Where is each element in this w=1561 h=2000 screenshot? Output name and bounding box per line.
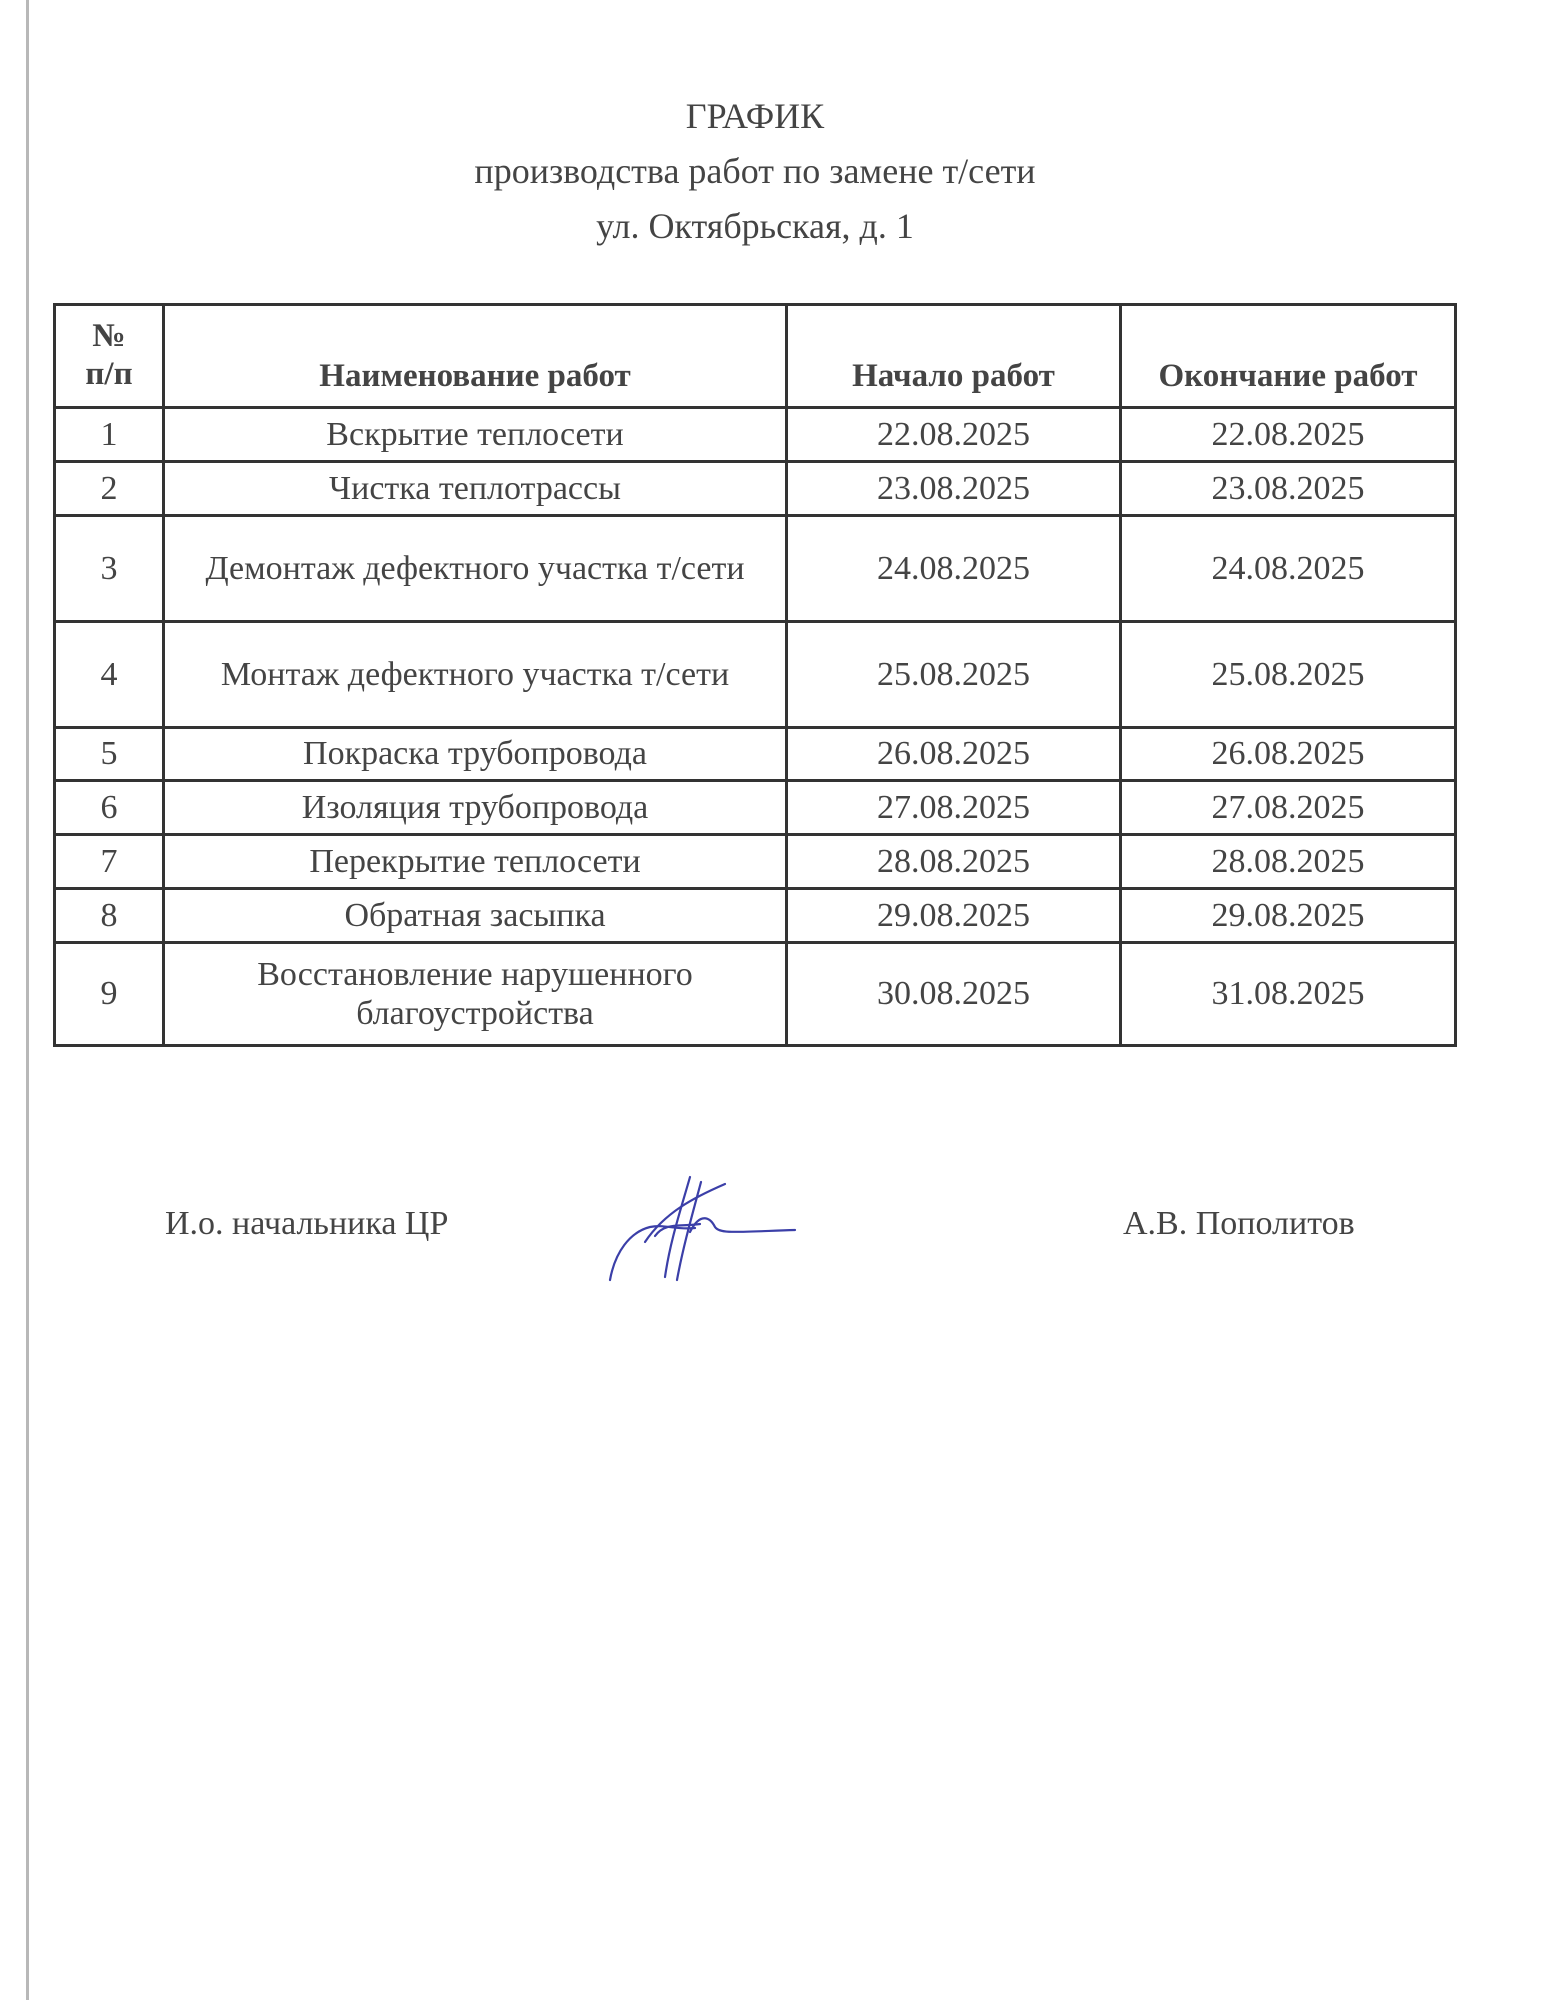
work-name: Обратная засыпка xyxy=(164,889,787,943)
work-name: Вскрытие теплосети xyxy=(164,408,787,462)
start-date: 23.08.2025 xyxy=(787,462,1121,516)
work-name: Изоляция трубопровода xyxy=(164,781,787,835)
work-name: Монтаж дефектного участка т/сети xyxy=(164,622,787,728)
column-header-number: № п/п xyxy=(55,305,164,408)
column-header-start: Начало работ xyxy=(787,305,1121,408)
column-header-name: Наименование работ xyxy=(164,305,787,408)
signer-position: И.о. начальника ЦР xyxy=(165,1205,449,1242)
table-row xyxy=(55,943,1456,1046)
work-name: Покраска трубопровода xyxy=(164,728,787,781)
table-row xyxy=(55,781,1456,835)
end-date: 22.08.2025 xyxy=(1121,408,1456,462)
document-subtitle: производства работ по замене т/сети xyxy=(474,151,1036,191)
row-number: 1 xyxy=(55,408,164,462)
end-date: 24.08.2025 xyxy=(1121,516,1456,622)
start-date: 28.08.2025 xyxy=(787,835,1121,889)
start-date: 29.08.2025 xyxy=(787,889,1121,943)
row-number: 6 xyxy=(55,781,164,835)
row-number: 5 xyxy=(55,728,164,781)
work-name: Чистка теплотрассы xyxy=(164,462,787,516)
table-row xyxy=(55,835,1456,889)
table-row xyxy=(55,728,1456,781)
table-header-row xyxy=(55,305,1456,408)
work-name: Восстановление нарушенного благоустройства xyxy=(164,943,787,1046)
start-date: 22.08.2025 xyxy=(787,408,1121,462)
end-date: 23.08.2025 xyxy=(1121,462,1456,516)
row-number: 2 xyxy=(55,462,164,516)
start-date: 24.08.2025 xyxy=(787,516,1121,622)
schedule-table xyxy=(53,303,1457,1047)
row-number: 8 xyxy=(55,889,164,943)
signature xyxy=(605,1172,805,1287)
row-number: 7 xyxy=(55,835,164,889)
start-date: 26.08.2025 xyxy=(787,728,1121,781)
row-number: 3 xyxy=(55,516,164,622)
work-name: Перекрытие теплосети xyxy=(164,835,787,889)
start-date: 25.08.2025 xyxy=(787,622,1121,728)
table-row xyxy=(55,408,1456,462)
document-title: ГРАФИК xyxy=(685,96,825,136)
table-row xyxy=(55,889,1456,943)
column-header-end: Окончание работ xyxy=(1121,305,1456,408)
signer-name: А.В. Пополитов xyxy=(1123,1205,1355,1242)
end-date: 26.08.2025 xyxy=(1121,728,1456,781)
work-name: Демонтаж дефектного участка т/сети xyxy=(164,516,787,622)
document-address: ул. Октябрьская, д. 1 xyxy=(596,206,914,246)
end-date: 28.08.2025 xyxy=(1121,835,1456,889)
row-number: 4 xyxy=(55,622,164,728)
table-row xyxy=(55,462,1456,516)
end-date: 29.08.2025 xyxy=(1121,889,1456,943)
start-date: 30.08.2025 xyxy=(787,943,1121,1046)
start-date: 27.08.2025 xyxy=(787,781,1121,835)
table-row xyxy=(55,516,1456,622)
row-number: 9 xyxy=(55,943,164,1046)
end-date: 27.08.2025 xyxy=(1121,781,1456,835)
end-date: 31.08.2025 xyxy=(1121,943,1456,1046)
end-date: 25.08.2025 xyxy=(1121,622,1456,728)
page-edge xyxy=(26,0,29,2000)
table-row xyxy=(55,622,1456,728)
